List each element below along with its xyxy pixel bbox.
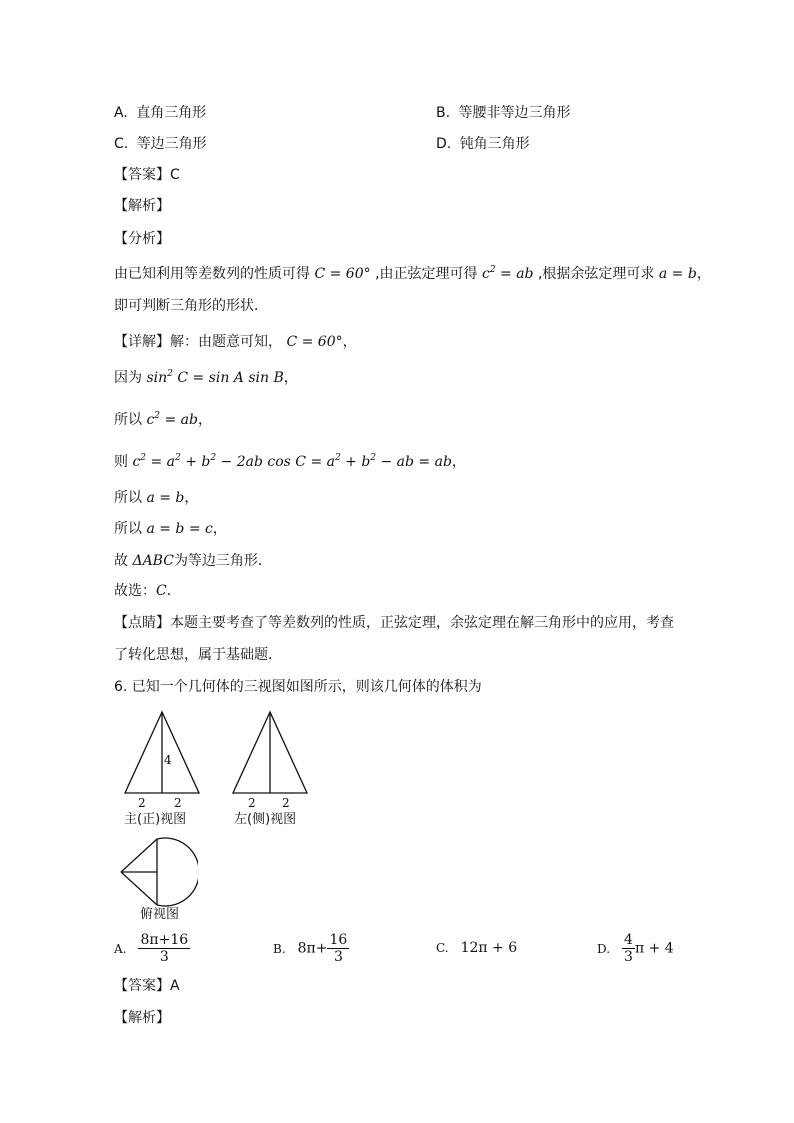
option-letter: A. — [114, 105, 128, 121]
answer-value: A — [170, 978, 180, 994]
text: 所以 — [114, 490, 142, 506]
math: a = b — [658, 266, 697, 282]
front-view-height: 4 — [164, 753, 172, 767]
math: π + 4 — [634, 940, 674, 957]
option-letter: B. — [436, 105, 451, 121]
math: ΔABC — [132, 553, 174, 569]
text: ， — [212, 521, 227, 537]
text: ,由正弦定理可得 — [375, 266, 478, 282]
text: ， — [696, 266, 711, 282]
text: 为等边三角形． — [173, 553, 272, 569]
side-base-left: 2 — [248, 796, 256, 810]
detail-line-2 — [114, 368, 298, 388]
text: 由已知利用等差数列的性质可得 — [114, 266, 310, 282]
answer-value: C — [170, 167, 180, 183]
q5-fenxi-label: 【分析】 — [114, 231, 170, 247]
side-base-right: 2 — [282, 796, 290, 810]
math: C = 60° — [286, 334, 343, 350]
top-view-label: 俯视图 — [140, 907, 180, 922]
text: 解：由题意可知， — [170, 334, 282, 350]
q5-answer — [114, 165, 180, 185]
math: $c^2$ = ab — [146, 411, 198, 428]
text: 故选： — [114, 583, 156, 599]
fraction: $\frac{4}{3}$ — [624, 932, 633, 965]
q6-option-b — [273, 932, 349, 965]
math: $\sin^2 C = \sin A$ sin B — [146, 369, 284, 386]
q6-analysis-label: 【解析】 — [114, 1010, 170, 1026]
q6-answer — [114, 976, 180, 996]
option-letter: A. — [114, 941, 127, 956]
option-b — [436, 103, 571, 123]
q6-option-d — [597, 932, 674, 965]
text: ， — [342, 334, 357, 350]
text: ,根据余弦定理可求 — [537, 266, 655, 282]
q6-option-c — [436, 940, 517, 956]
math: $c^2$ = ab — [481, 265, 534, 282]
top-view-semicircle — [157, 838, 198, 906]
option-text: 直角三角形 — [136, 105, 207, 121]
option-text: 钝角三角形 — [459, 136, 530, 152]
text: 所以 — [114, 521, 142, 537]
option-text: 等腰非等边三角形 — [458, 105, 571, 121]
text: ， — [451, 454, 466, 470]
dianjing-label: 【点睛】 — [114, 615, 170, 631]
detail-label: 【详解】 — [114, 334, 170, 350]
text: ， — [184, 490, 199, 506]
q6-stem: 6. 已知一个几何体的三视图如图所示，则该几何体的体积为 — [114, 679, 482, 695]
fraction: $\frac{16}{3}$ — [329, 932, 348, 965]
top-view-edge-upper — [121, 839, 157, 872]
text: 因为 — [114, 370, 142, 386]
q5-analysis-label: 【解析】 — [114, 198, 170, 214]
front-view-figure — [120, 708, 210, 800]
fraction: $\frac{8\pi+16}{3}$ — [140, 932, 189, 965]
option-d — [436, 134, 530, 154]
math: 12π + 6 — [460, 940, 518, 956]
math: C = 60° — [314, 266, 371, 282]
front-base-left: 2 — [138, 796, 146, 810]
option-letter: C. — [436, 941, 449, 955]
option-letter: D. — [436, 136, 452, 152]
text: 则 — [114, 454, 128, 470]
detail-line-4 — [114, 452, 466, 472]
math: a = b — [146, 490, 185, 506]
text: ． — [166, 583, 181, 599]
front-base-right: 2 — [174, 796, 182, 810]
option-text: 等边三角形 — [136, 136, 207, 152]
detail-line-1 — [114, 332, 357, 352]
answer-label: 【答案】 — [114, 978, 170, 994]
text: ， — [283, 370, 298, 386]
answer-label: 【答案】 — [114, 167, 170, 183]
option-letter: D. — [597, 941, 611, 956]
math: $c^2 = a^2 + b^2 - 2ab$ $\cos C = a^2 + b^2$ − ab = ab — [132, 453, 452, 470]
option-a — [114, 103, 206, 123]
text: ， — [197, 412, 212, 428]
dianjing-line-1 — [114, 613, 674, 633]
math: 8π+ — [297, 940, 328, 957]
math: C — [156, 583, 167, 599]
detail-line-3 — [114, 410, 212, 430]
side-view-figure — [228, 708, 318, 800]
text: 所以 — [114, 412, 142, 428]
front-view-label: 主(正)视图 — [124, 812, 187, 827]
option-letter: B. — [273, 941, 286, 956]
top-view-edge-lower — [121, 872, 157, 905]
text: 本题主要考查了等差数列的性质，正弦定理，余弦定理在解三角形中的应用，考查 — [170, 615, 674, 631]
option-c — [114, 134, 207, 154]
dianjing-line-2: 了转化思想，属于基础题． — [114, 647, 282, 663]
detail-line-8 — [114, 581, 181, 601]
side-view-label: 左(侧)视图 — [234, 812, 297, 827]
fenxi-line-2: 即可判断三角形的形状． — [114, 298, 268, 314]
option-letter: C. — [114, 136, 129, 152]
detail-line-5 — [114, 488, 198, 508]
fenxi-line-1 — [114, 264, 711, 284]
text: 故 — [114, 553, 128, 569]
math: a = b = c — [146, 521, 213, 537]
top-view-figure — [116, 836, 198, 908]
detail-line-6 — [114, 519, 227, 539]
detail-line-7 — [114, 551, 272, 571]
q6-option-a — [114, 932, 190, 965]
